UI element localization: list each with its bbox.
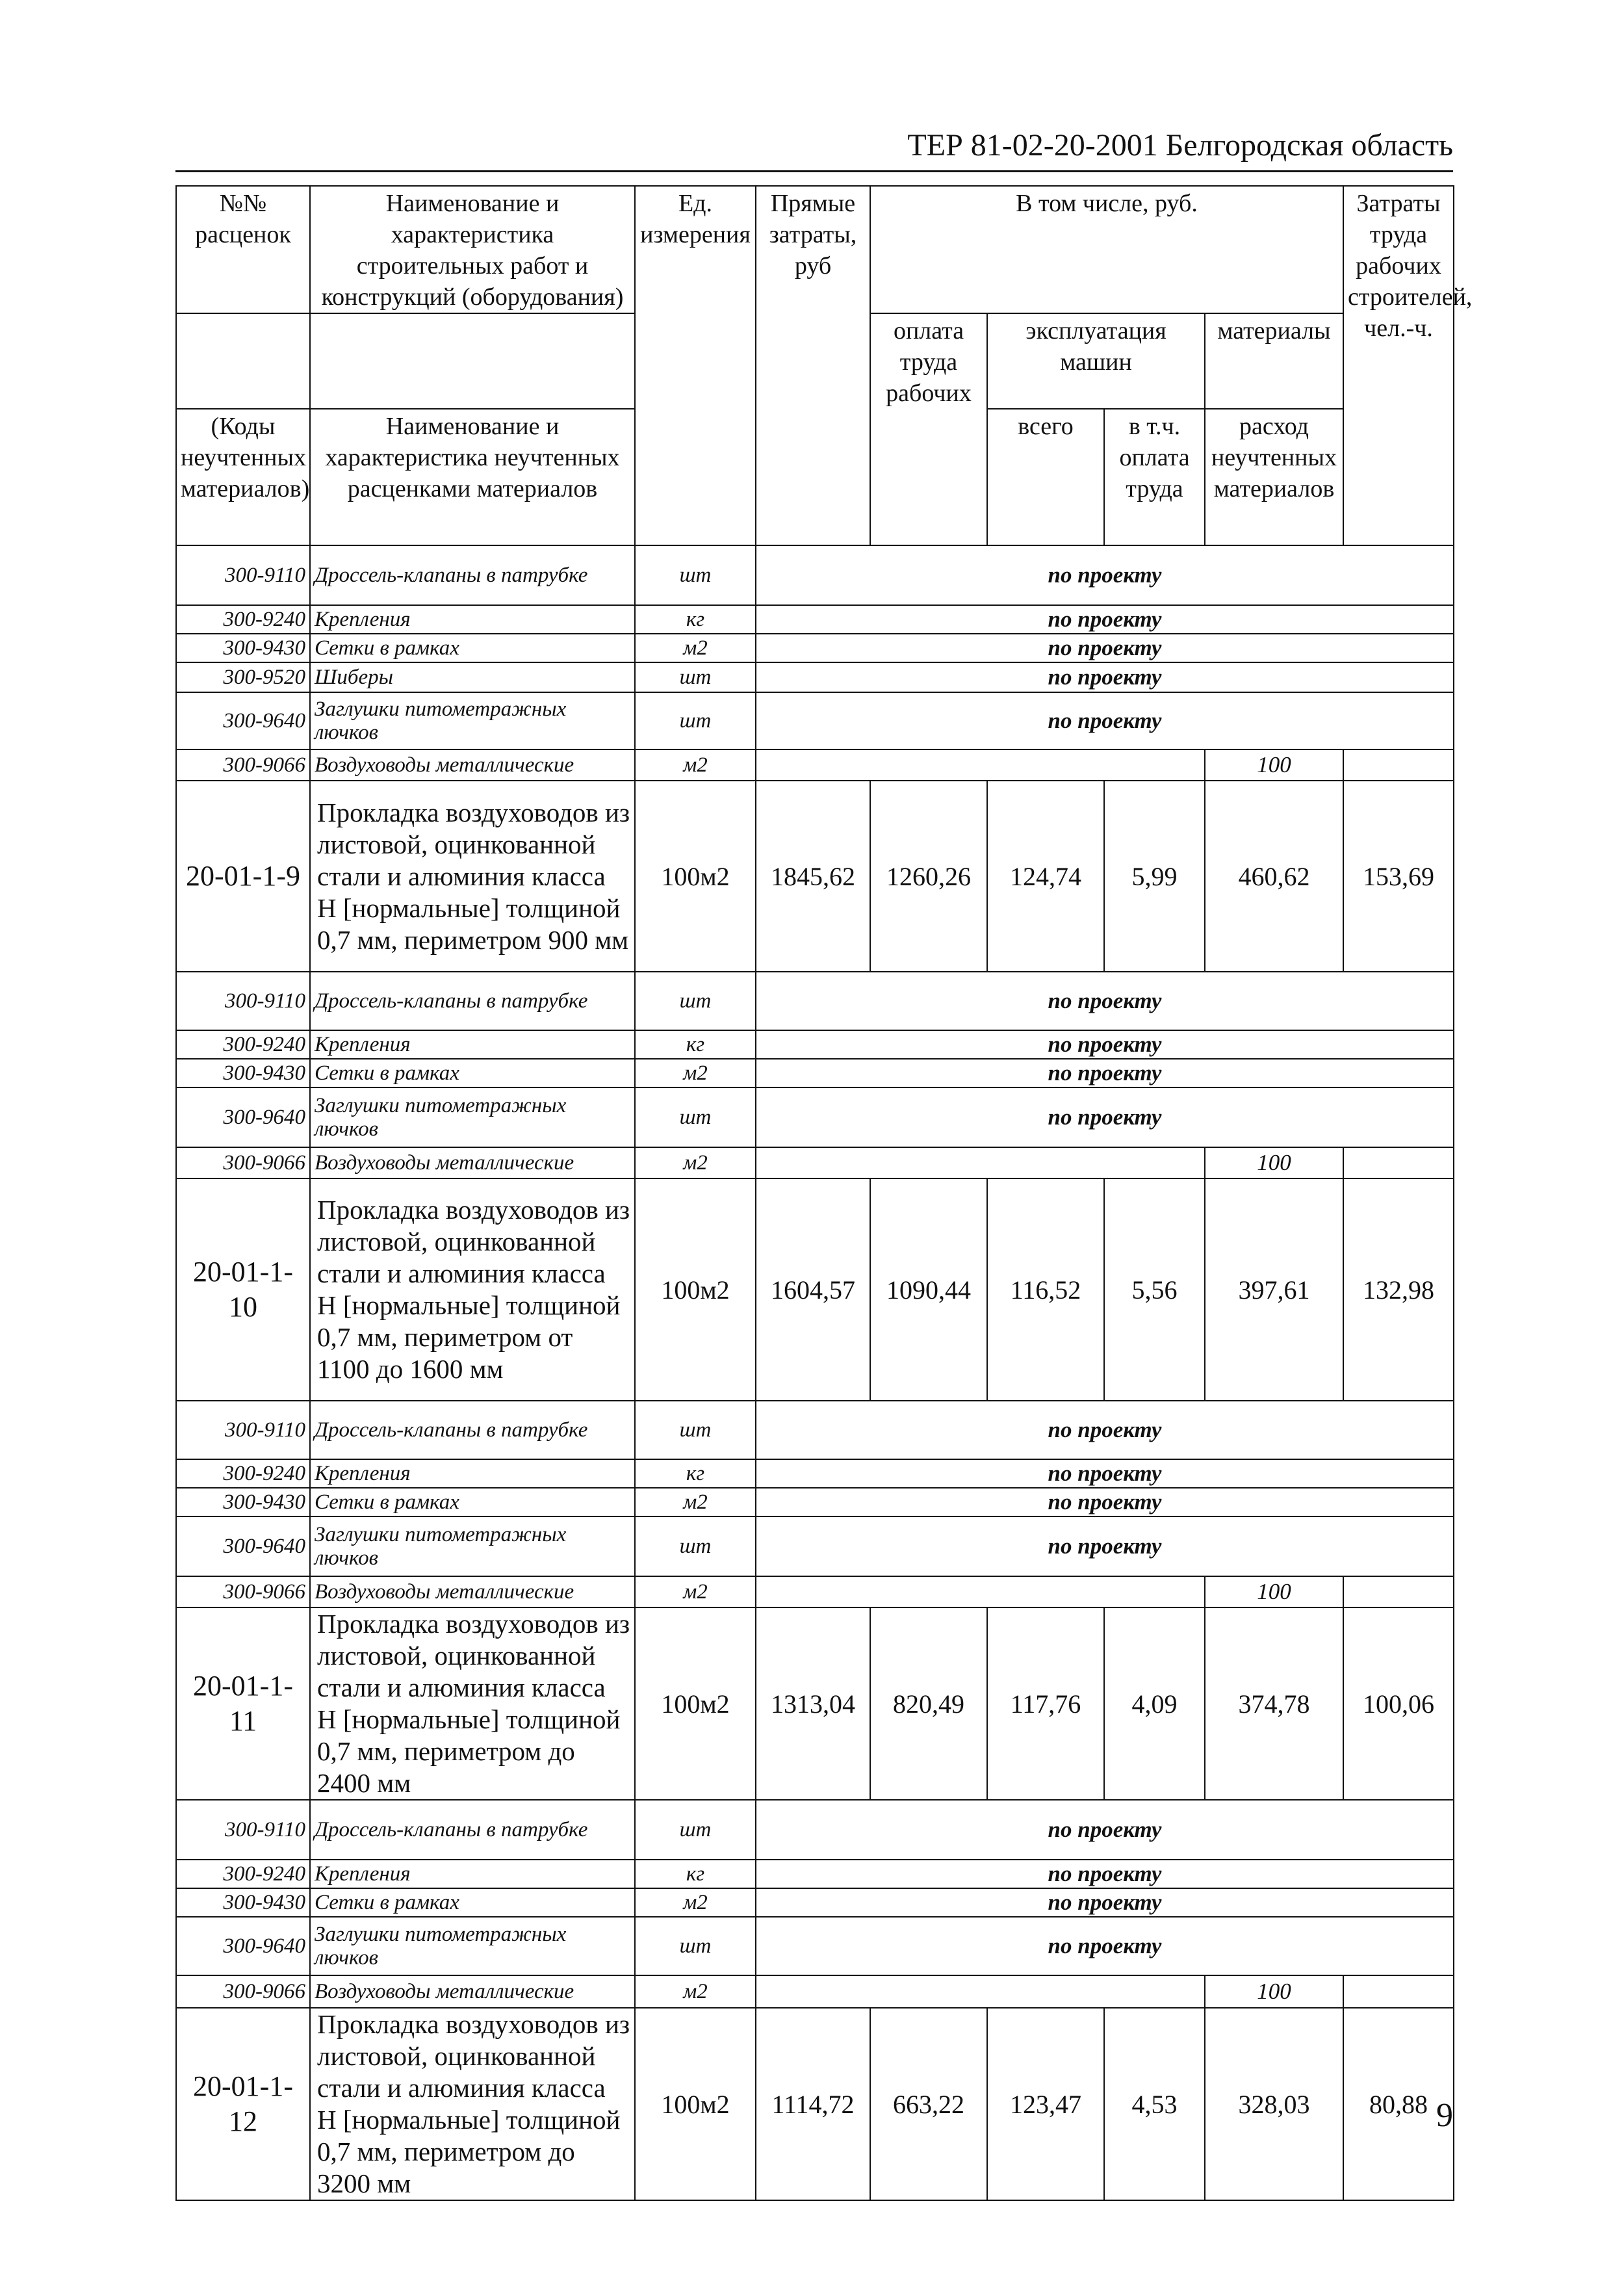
table-row: 300-9430 Сетки в рамках м2 по проекту — [176, 1488, 1454, 1516]
col-laborpay-header: оплата труда рабочих — [870, 313, 987, 545]
table-row: 300-9430 Сетки в рамках м2 по проекту — [176, 634, 1454, 662]
table-row: 300-9240 Крепления кг по проекту — [176, 1459, 1454, 1488]
table-row: 300-9640 Заглушки питометражных лючков шт по проекту — [176, 1087, 1454, 1147]
page-number: 9 — [1436, 2097, 1453, 2134]
rate-row: 20-01-1-12 Прокладка воздуховодов из листовой, оцинкованной стали и алюминия класса Н [нормальные] толщиной 0,7 мм, периметром до 3200 мм 100м2 1114,72 663,22 123,47 4,53 328,03 80,88 — [176, 2008, 1454, 2200]
table-row: 300-9110 Дроссель-клапаны в патрубке шт по проекту — [176, 972, 1454, 1030]
table-row: 300-9430 Сетки в рамках м2 по проекту — [176, 1059, 1454, 1087]
table-row: 300-9640 Заглушки питометражных лючков шт по проекту — [176, 1917, 1454, 1975]
table-row: 300-9640 Заглушки питометражных лючков шт по проекту — [176, 1516, 1454, 1576]
table-row: 300-9520 Шиберы шт по проекту — [176, 662, 1454, 692]
col-unit-header: Ед. измерения — [635, 186, 756, 545]
table-row: 300-9066 Воздуховоды металлические м2 100 — [176, 1975, 1454, 2008]
col-direct-header: Прямые затраты, руб — [756, 186, 870, 545]
header-rule — [175, 170, 1453, 172]
col-name-header: Наименование и характеристика строительных работ и конструкций (оборудования) — [310, 186, 635, 313]
col-num-header: №№ расценок — [176, 186, 310, 313]
rate-row: 20-01-1-11 Прокладка воздуховодов из листовой, оцинкованной стали и алюминия класса Н [нормальные] толщиной 0,7 мм, периметром до 2400 мм 100м2 1313,04 820,49 117,76 4,09 374,78 100,06 — [176, 1607, 1454, 1800]
table-row: 300-9110 Дроссель-клапаны в патрубке шт по проекту — [176, 1401, 1454, 1459]
rates-table — [175, 185, 1473, 2201]
table-row: 300-9240 Крепления кг по проекту — [176, 1860, 1454, 1888]
col-incl-header: В том числе, руб. — [870, 186, 1343, 313]
table-row: 300-9640 Заглушки питометражных лючков шт по проекту — [176, 692, 1454, 749]
table-row: 300-9066 Воздуховоды металлические м2 100 — [176, 1147, 1454, 1178]
table-row: 300-9066 Воздуховоды металлические м2 100 — [176, 1576, 1454, 1607]
table-row: 300-9240 Крепления кг по проекту — [176, 1030, 1454, 1059]
col-labor-header: Затраты труда рабочих строителей, чел.-ч. — [1343, 186, 1454, 545]
rate-row: 20-01-1-9 Прокладка воздуховодов из листовой, оцинкованной стали и алюминия класса Н [нормальные] толщиной 0,7 мм, периметром 900 мм 100м2 1845,62 1260,26 124,74 5,99 460,62 153,69 — [176, 781, 1454, 972]
col-materials-header: материалы — [1205, 313, 1343, 409]
col-name-header-cont — [310, 313, 635, 409]
table-row: 300-9240 Крепления кг по проекту — [176, 605, 1454, 634]
table-row: 300-9066 Воздуховоды металлические м2 100 — [176, 749, 1454, 781]
rate-row: 20-01-1-10 Прокладка воздуховодов из листовой, оцинкованной стали и алюминия класса Н [нормальные] толщиной 0,7 мм, периметром от 1100 до 1600 мм 100м2 1604,57 1090,44 116,52 5,56 397,61 132,98 — [176, 1178, 1454, 1401]
col-matname-header: Наименование и характеристика неучтенных расценками материалов — [310, 409, 635, 545]
col-codes-header: (Коды неучтенных материалов) — [176, 409, 310, 545]
table-row: 300-9110 Дроссель-клапаны в патрубке шт по проекту — [176, 545, 1454, 605]
col-total-header: всего — [987, 409, 1104, 545]
col-machines-header: эксплуатация машин — [987, 313, 1205, 409]
document-header: ТЕР 81-02-20-2001 Белгородская область — [907, 128, 1453, 162]
col-matusage-header: расход неучтенных материалов — [1205, 409, 1343, 545]
col-num-header-cont — [176, 313, 310, 409]
col-inclpay-header: в т.ч. оплата труда — [1104, 409, 1205, 545]
table-row: 300-9110 Дроссель-клапаны в патрубке шт по проекту — [176, 1800, 1454, 1860]
table-row: 300-9430 Сетки в рамках м2 по проекту — [176, 1888, 1454, 1917]
